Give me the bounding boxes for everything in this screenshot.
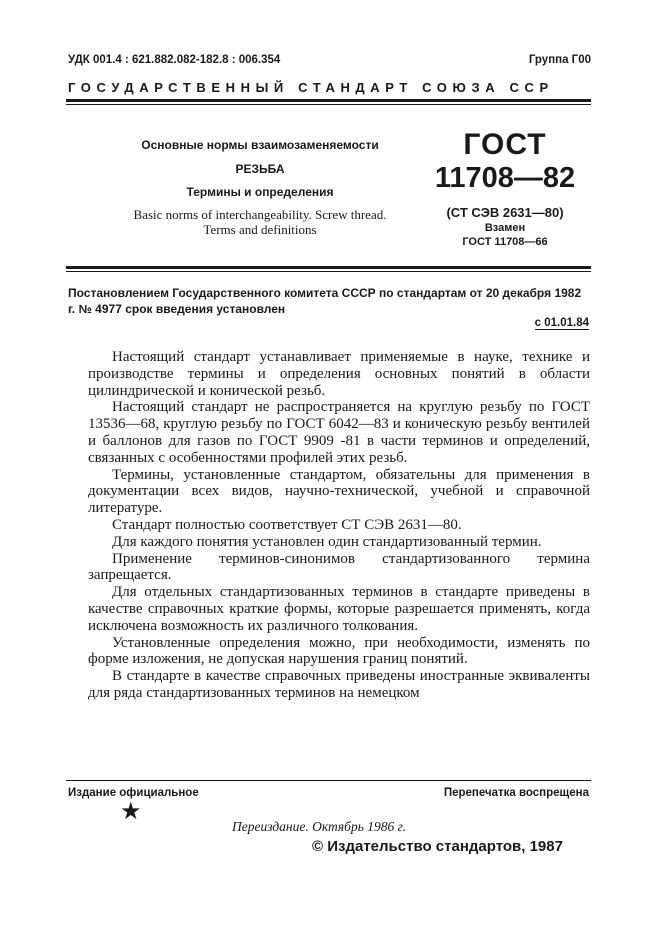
- body-text: [88, 349, 590, 702]
- publisher-copyright: © Издательство стандартов, 1987: [312, 838, 563, 855]
- udk-code: УДК 001.4 : 621.882.082-182.8 : 006.354: [68, 54, 281, 66]
- body-paragraph: Настоящий стандарт не распространяется на круглую резьбу по ГОСТ 13536—68, круглую резьбу по ГОСТ 6042—83 и коническую резьбу вентилей и баллонов для газов по ГОСТ 9909 -81 в части терминов и определений, связанных с особенностями профилей этих резьб.: [88, 399, 590, 466]
- footer-rule: [66, 780, 591, 781]
- body-paragraph: Для отдельных стандартизованных терминов в стандарте приведены в качестве справочных краткие формы, которые разрешается применять, когда исключена возможность их различного толкования.: [88, 584, 590, 634]
- reprint-prohibited-label: Перепечатка воспрещена: [443, 787, 589, 799]
- document-title: Основные нормы взаимозаменяемости: [141, 138, 379, 152]
- header-rule-thin: [66, 104, 591, 105]
- body-paragraph: Термины, установленные стандартом, обязательны для применения в документации всех видов, научно-технической, учебной и справочной литературе.: [88, 466, 590, 517]
- gost-label: ГОСТ: [463, 128, 547, 161]
- replaced-standard: ГОСТ 11708—66: [462, 236, 548, 248]
- body-paragraph: Для каждого понятия установлен один стандартизованный термин.: [112, 533, 542, 550]
- title-block-rule-thin: [66, 271, 591, 272]
- reissue-note: Переиздание. Октябрь 1986 г.: [232, 819, 407, 834]
- english-title-line-2: Terms and definitions: [203, 222, 317, 237]
- st-sev-reference: (СТ СЭВ 2631—80): [446, 205, 564, 220]
- document-subject: РЕЗЬБА: [235, 162, 285, 176]
- body-paragraph: Применение терминов-синонимов стандартизованного термина запрещается.: [88, 550, 590, 584]
- state-standard-banner: ГОСУДАРСТВЕННЫЙ СТАНДАРТ СОЮЗА ССР: [68, 80, 554, 95]
- official-edition-label: Издание официальное: [68, 787, 199, 799]
- star-icon: ★: [120, 799, 142, 825]
- decree-text: Постановлением Государственного комитета СССР по стандартам от 20 декабря 1982 г. № 4977 срок введения установлен: [68, 286, 582, 316]
- document-subtitle: Термины и определения: [186, 185, 334, 199]
- body-paragraph: Стандарт полностью соответствует СТ СЭВ 2631—80.: [112, 516, 462, 533]
- group-code: Группа Г00: [528, 54, 591, 66]
- body-paragraph: Настоящий стандарт устанавливает применяемые в науке, технике и производстве термины и определения основных понятий в области цилиндрической и конической резьб.: [88, 349, 590, 399]
- header-rule: [66, 99, 591, 102]
- title-block-rule: [66, 266, 591, 269]
- introduction-date: с 01.01.84: [534, 317, 589, 329]
- english-title-line-1: Basic norms of interchangeability. Screw thread.: [133, 207, 387, 222]
- body-paragraph: В стандарте в качестве справочных приведены иностранные эквиваленты для ряда стандартизованных терминов на немецком: [88, 668, 590, 701]
- gost-number: 11708—82: [434, 162, 576, 194]
- replaces-label: Взамен: [484, 222, 526, 234]
- body-paragraph: Установленные определения можно, при необходимости, изменять по форме изложения, не допуская нарушения границ понятий.: [88, 634, 590, 668]
